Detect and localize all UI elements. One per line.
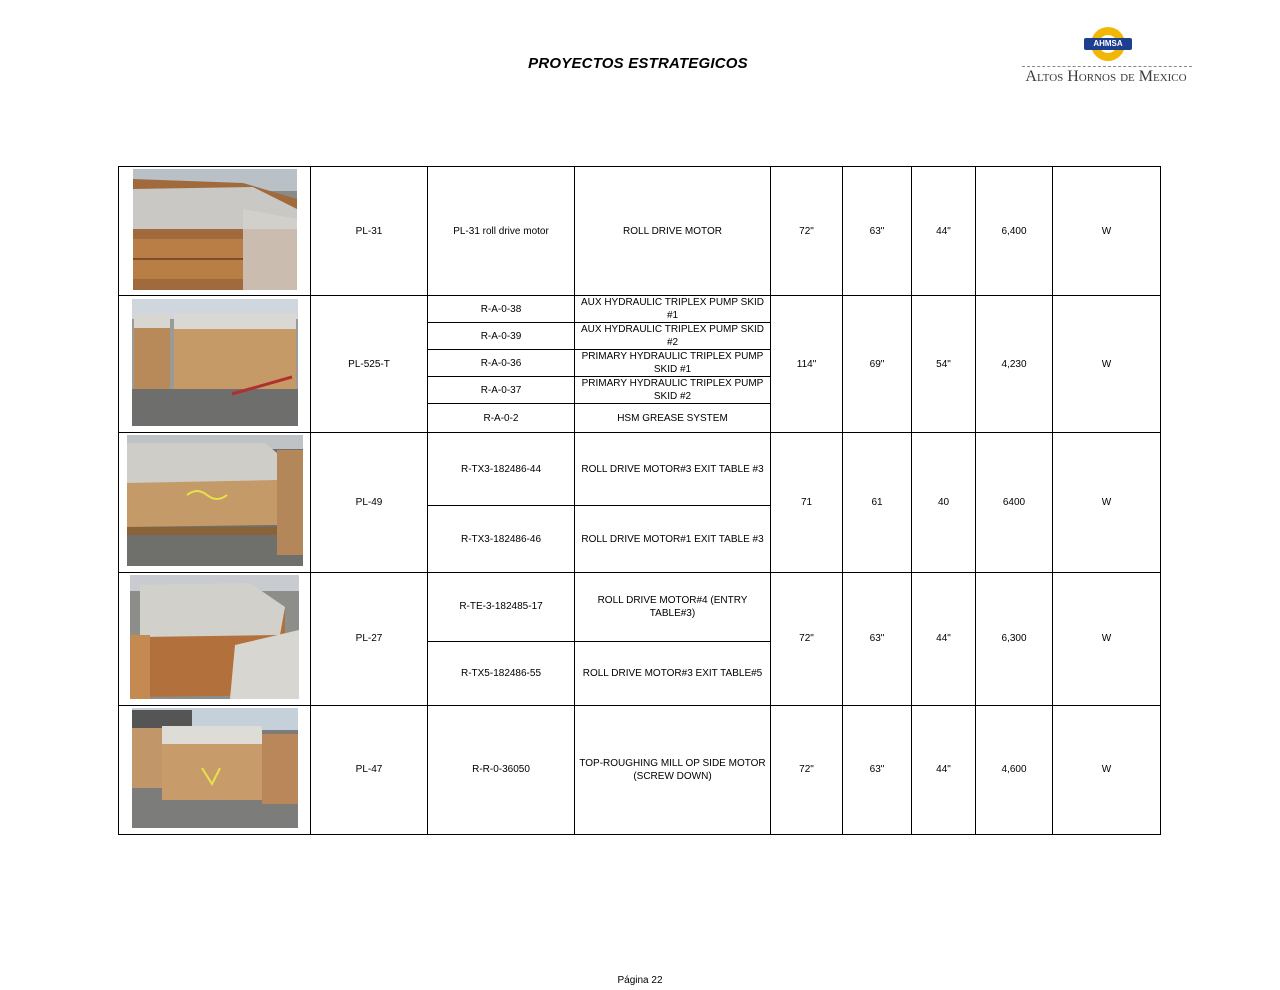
item-code: R-A-0-36 bbox=[428, 350, 575, 377]
length-value: 72" bbox=[771, 572, 843, 705]
length-value: 72" bbox=[771, 705, 843, 834]
item-code: R-A-0-2 bbox=[428, 404, 575, 433]
type-value: W bbox=[1053, 705, 1161, 834]
item-description: ROLL DRIVE MOTOR#3 EXIT TABLE#5 bbox=[575, 641, 771, 705]
crate-photo-cell bbox=[119, 433, 311, 572]
length-value: 114" bbox=[771, 296, 843, 433]
logo-divider bbox=[1022, 66, 1192, 67]
package-id: PL-49 bbox=[311, 433, 428, 572]
item-code: R-TX5-182486-55 bbox=[428, 641, 575, 705]
weight-value: 4,600 bbox=[976, 705, 1053, 834]
type-value: W bbox=[1053, 572, 1161, 705]
type-value: W bbox=[1053, 167, 1161, 296]
width-value: 63" bbox=[843, 705, 912, 834]
item-code: R-TE-3-182485-17 bbox=[428, 572, 575, 641]
item-description: PRIMARY HYDRAULIC TRIPLEX PUMP SKID #1 bbox=[575, 350, 771, 377]
item-description: ROLL DRIVE MOTOR#4 (ENTRY TABLE#3) bbox=[575, 572, 771, 641]
page-title: PROYECTOS ESTRATEGICOS bbox=[528, 55, 748, 72]
width-value: 61 bbox=[843, 433, 912, 572]
item-description: ROLL DRIVE MOTOR bbox=[575, 167, 771, 296]
item-code: R-A-0-39 bbox=[428, 323, 575, 350]
crate-photo bbox=[130, 575, 299, 699]
weight-value: 6,400 bbox=[976, 167, 1053, 296]
table-row bbox=[119, 167, 1161, 296]
inventory-table bbox=[118, 166, 1161, 835]
type-value: W bbox=[1053, 296, 1161, 433]
item-code: R-R-0-36050 bbox=[428, 705, 575, 834]
item-description: AUX HYDRAULIC TRIPLEX PUMP SKID #1 bbox=[575, 296, 771, 323]
weight-value: 6,300 bbox=[976, 572, 1053, 705]
width-value: 63" bbox=[843, 167, 912, 296]
table-row bbox=[119, 433, 1161, 506]
package-id: PL-31 bbox=[311, 167, 428, 296]
weight-value: 6400 bbox=[976, 433, 1053, 572]
item-code: PL-31 roll drive motor bbox=[428, 167, 575, 296]
item-description: PRIMARY HYDRAULIC TRIPLEX PUMP SKID #2 bbox=[575, 377, 771, 404]
table-row bbox=[119, 705, 1161, 834]
crate-photo bbox=[132, 708, 298, 828]
weight-value: 4,230 bbox=[976, 296, 1053, 433]
package-id: PL-525-T bbox=[311, 296, 428, 433]
crate-photo-cell bbox=[119, 167, 311, 296]
table-row bbox=[119, 296, 1161, 323]
item-code: R-TX3-182486-46 bbox=[428, 506, 575, 572]
crate-photo-cell bbox=[119, 296, 311, 433]
length-value: 72" bbox=[771, 167, 843, 296]
crate-photo bbox=[132, 299, 298, 426]
package-id: PL-27 bbox=[311, 572, 428, 705]
item-description: ROLL DRIVE MOTOR#1 EXIT TABLE #3 bbox=[575, 506, 771, 572]
table-row bbox=[119, 572, 1161, 641]
width-value: 69" bbox=[843, 296, 912, 433]
crate-photo-cell bbox=[119, 572, 311, 705]
item-code: R-A-0-37 bbox=[428, 377, 575, 404]
crate-photo-cell bbox=[119, 705, 311, 834]
package-id: PL-47 bbox=[311, 705, 428, 834]
height-value: 44" bbox=[912, 572, 976, 705]
height-value: 44" bbox=[912, 167, 976, 296]
type-value: W bbox=[1053, 433, 1161, 572]
width-value: 63" bbox=[843, 572, 912, 705]
item-description: AUX HYDRAULIC TRIPLEX PUMP SKID #2 bbox=[575, 323, 771, 350]
height-value: 40 bbox=[912, 433, 976, 572]
item-description: ROLL DRIVE MOTOR#3 EXIT TABLE #3 bbox=[575, 433, 771, 506]
item-code: R-A-0-38 bbox=[428, 296, 575, 323]
logo-company-name: Altos Hornos de Mexico bbox=[1025, 68, 1187, 85]
item-description: HSM GREASE SYSTEM bbox=[575, 404, 771, 433]
crate-photo bbox=[133, 169, 297, 290]
crate-photo bbox=[127, 435, 303, 566]
logo-badge-text: AHMSA bbox=[1093, 39, 1123, 48]
page-number: Página 22 bbox=[617, 975, 663, 986]
length-value: 71 bbox=[771, 433, 843, 572]
item-description: TOP-ROUGHING MILL OP SIDE MOTOR (SCREW DOWN) bbox=[575, 705, 771, 834]
height-value: 44" bbox=[912, 705, 976, 834]
height-value: 54" bbox=[912, 296, 976, 433]
item-code: R-TX3-182486-44 bbox=[428, 433, 575, 506]
